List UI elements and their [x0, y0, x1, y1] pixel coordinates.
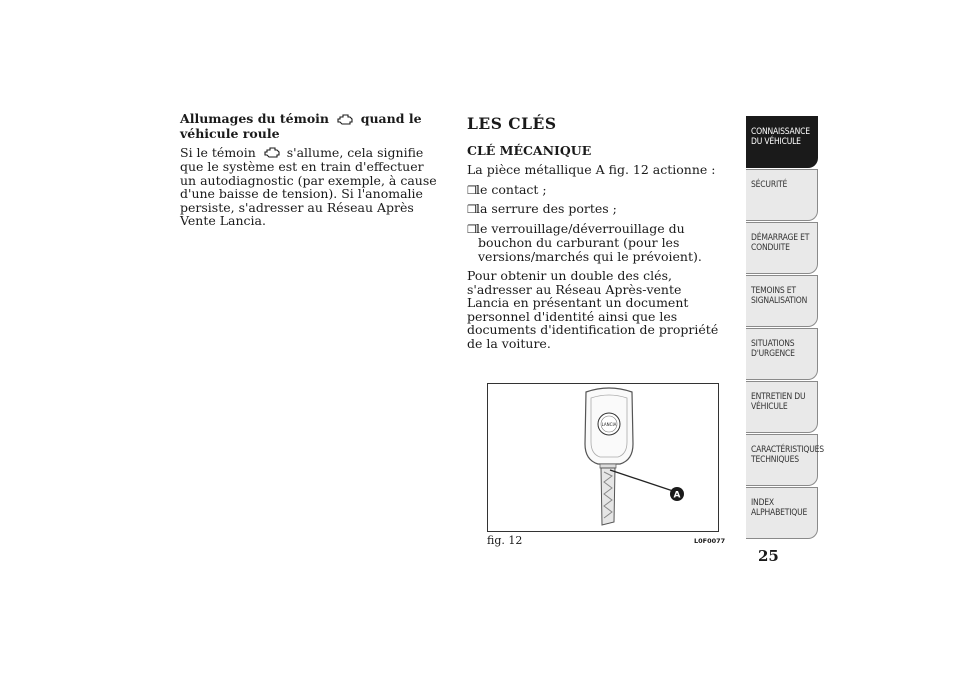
tab-temoins-et-signalisation[interactable]: TEMOINS ET SIGNALISATION	[746, 275, 818, 327]
left-column	[180, 112, 442, 234]
tab-index-alphabetique[interactable]: INDEX ALPHABETIQUE	[746, 487, 818, 539]
checkbox-bullet-icon: ❒	[467, 183, 477, 197]
engine-lamp-paragraph: Si le témoin s'allume, cela signifie que le système est en train d'effectuer un autodiagnostic (par exemple, à cause d'une baisse de tension). Si l'anomalie persiste, s'adresser au Réseau Après Vente Lancia.	[180, 144, 437, 229]
tab-entretien-du-vehicule[interactable]: ENTRETIEN DU VÉHICULE	[746, 381, 818, 433]
checkbox-bullet-icon: ❒	[467, 203, 477, 216]
subheading: Allumages du témoin quand le véhicule roule	[180, 111, 422, 141]
figure-code: L0F0077	[694, 537, 726, 545]
tab-securite[interactable]: SÉCURITÉ	[746, 169, 818, 221]
list-item: ❒le contact ;	[467, 181, 547, 197]
intro-text: La pièce métallique A fig. 12 actionne :	[467, 162, 716, 177]
tab-caracteristiques-techniques[interactable]: CARACTÉRISTIQUES TECHNIQUES	[746, 434, 818, 486]
key-illustration	[488, 384, 718, 531]
tab-demarrage-et-conduite[interactable]: DÉMARRAGE ET CONDUITE	[746, 222, 818, 274]
chapter-tabs	[746, 116, 824, 540]
right-column	[467, 112, 722, 356]
section-subtitle: CLÉ MÉCANIQUE	[467, 143, 592, 158]
page-number: 25	[758, 547, 779, 565]
key-figure	[487, 383, 719, 532]
list-item: ❒le verrouillage/déverrouillage du bouchon du carburant (pour les versions/marchés qui le prévoient).	[467, 220, 702, 264]
engine-check-lamp-icon	[336, 113, 353, 127]
engine-check-lamp-icon	[263, 146, 280, 161]
closing-text: Pour obtenir un double des clés, s'adresser au Réseau Après-vente Lancia en présentant un document personnel d'identité ainsi que les documents d'identification de propriété de la voiture.	[467, 268, 719, 351]
key-brand-logo: LANCIA	[601, 422, 617, 427]
callout-a-label: A	[673, 490, 681, 501]
tab-connaissance-du-vehicule[interactable]: CONNAISSANCE DU VÉHICULE	[746, 116, 818, 168]
tab-situations-d-urgence[interactable]: SITUATIONS D'URGENCE	[746, 328, 818, 380]
figure-caption: fig. 12	[487, 534, 523, 547]
list-item: ❒la serrure des portes ;	[467, 201, 617, 216]
bullet-list	[467, 183, 722, 264]
checkbox-bullet-icon: ❒	[467, 222, 477, 236]
section-title: LES CLÉS	[467, 114, 557, 133]
